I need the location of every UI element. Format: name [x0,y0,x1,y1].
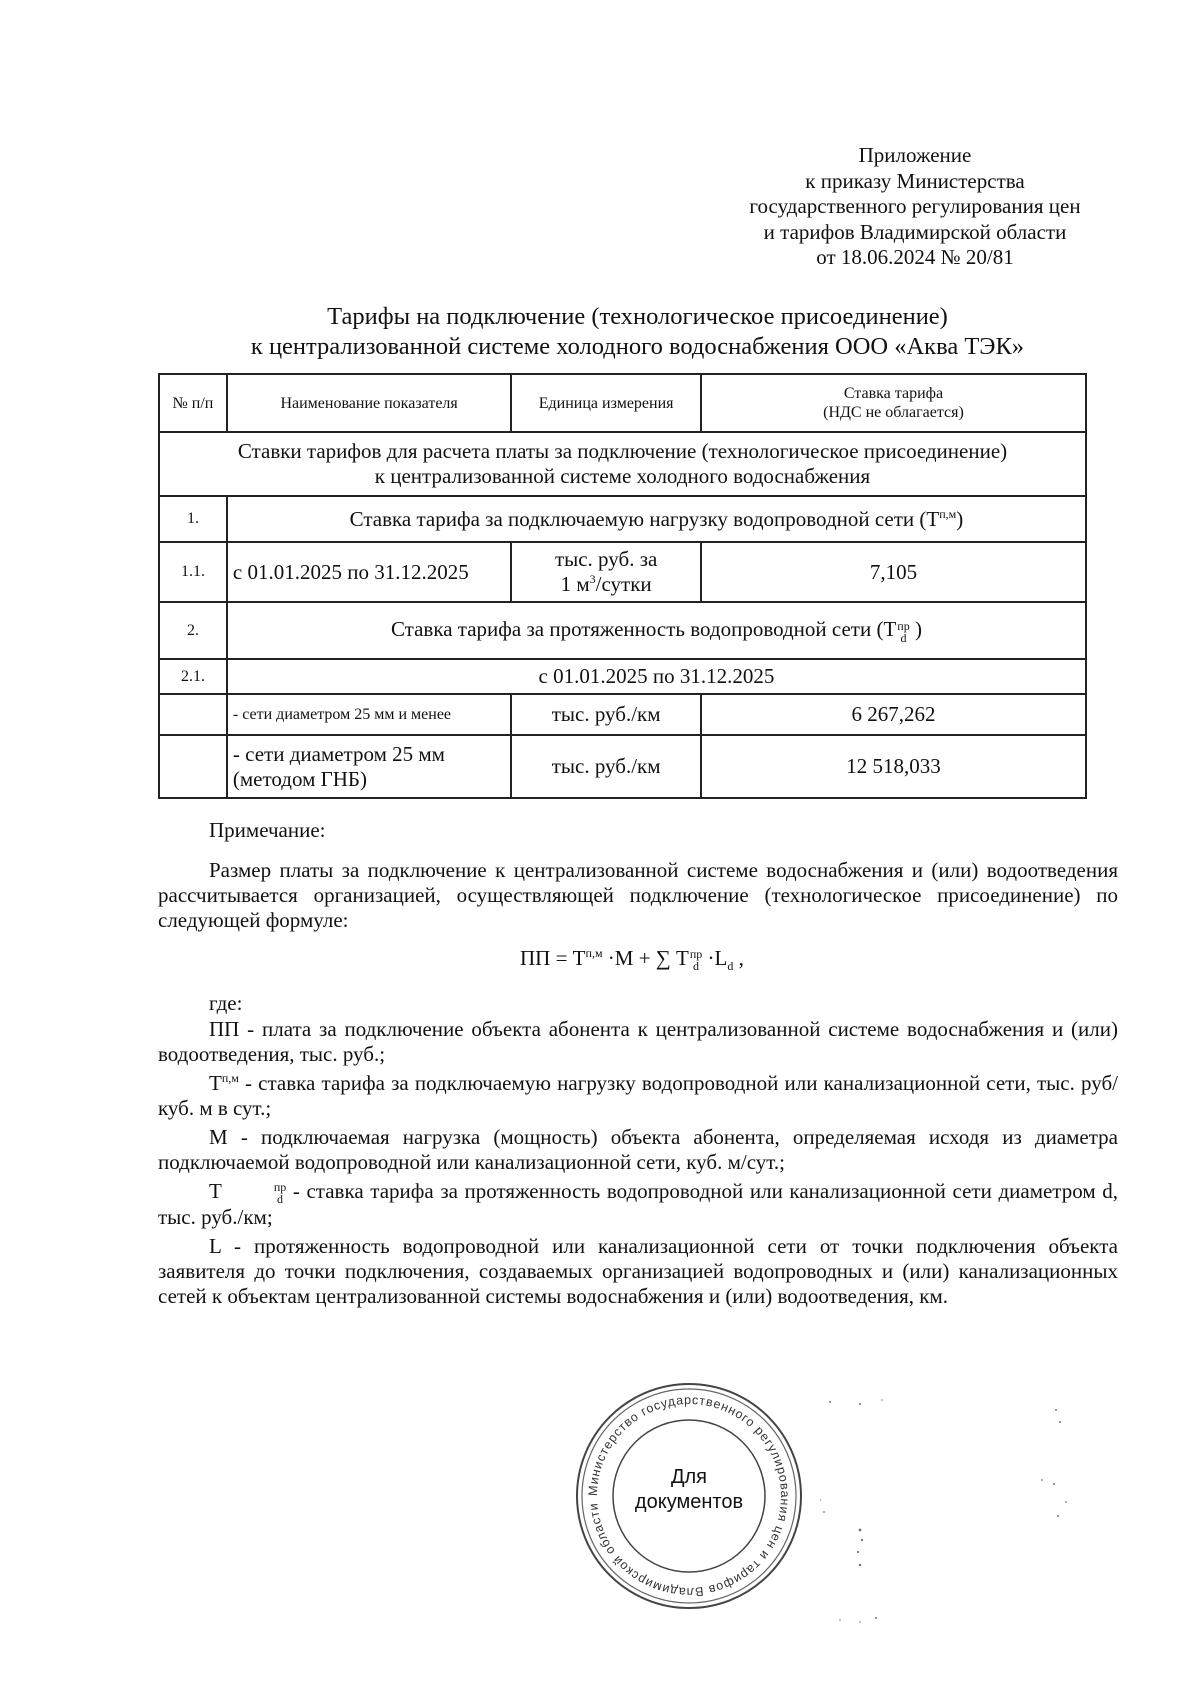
row-num: 2. [159,602,227,659]
note-paragraph: Размер платы за подключение к централизованной системе водоснабжения и (или) водоотведения рассчитывается организацией, осуществляющей подключение (технологическое присоединение) по следующей формуле: [158,858,1118,932]
header-rate-line1: Ставка тарифа [843,385,944,402]
row-value: 6 267,262 [701,694,1086,735]
document-title [0,302,1200,362]
table-header-row [159,374,1086,432]
appendix-header [700,143,1130,271]
row-value: 7,105 [701,542,1086,602]
subheader-line-2: к централизованной системе холодного водоснабжения [374,464,871,488]
formula: ПП = $Т^{п,м} \cdot M$ + ∑ Т пр d $\cdot L_d$ , [520,946,744,974]
row-num: 1.1. [159,542,227,602]
definition-t: $Т^{п,м}$ - ставка тарифа за подключаемую нагрузку водопроводной или канализационной сети, тыс. руб/куб. м в сут.; [158,1071,1118,1120]
appendix-line: Приложение [858,143,972,167]
table-row [159,694,1086,735]
definition-td: Т пр d - ставка тарифа за протяженность водопроводной или канализационной сети диаметром d, тыс. руб./км; [158,1179,1118,1230]
table-subheader-row [159,432,1086,496]
subheader-line-1: Ставки тарифов для расчета платы за подключение (технологическое присоединение) [237,439,1008,463]
table-row [159,542,1086,602]
header-num: № п/п [159,374,227,432]
table-row [159,602,1086,659]
stamp-ring-text: Министерство государственного регулирования цен и тарифов Владимирской области [585,1392,793,1600]
row-title: Ставка тарифа за протяженность водопроводной сети (Т пр d ) [227,602,1086,659]
table-row [159,735,1086,798]
row-name: - сети диаметром 25 мм и менее [227,694,511,735]
note-label: Примечание: [209,818,326,842]
appendix-line: и тарифов Владимирской области [763,219,1067,244]
row-title: Ставка тарифа за подключаемую нагрузку водопроводной сети $(Т^{п,м})$ [227,496,1086,542]
tariff-table [158,373,1087,799]
header-rate-line2: (НДС не облагается) [823,404,964,421]
table-row [159,496,1086,542]
header-unit: Единица измерения [511,374,701,432]
appendix-line: государственного регулирования цен [749,194,1081,218]
definitions [158,1017,1118,1313]
header-rate [701,374,1086,432]
row-num: 1. [159,496,227,542]
row-unit: тыс. руб. за 1 $м^3$/сутки [511,542,701,602]
row-period: с 01.01.2025 по 31.12.2025 [227,542,511,602]
row-unit: тыс. руб./км [511,694,701,735]
row-period: с 01.01.2025 по 31.12.2025 [227,659,1086,694]
header-name: Наименование показателя [227,374,511,432]
row-num: 2.1. [159,659,227,694]
stamp-center-text: Для документов [634,1466,744,1513]
scan-artifacts [820,1390,1120,1650]
appendix-line: к приказу Министерства [805,168,1025,193]
row-value: 12 518,033 [701,735,1086,798]
definition-pp: ПП - плата за подключение объекта абонента к централизованной системе водоснабжения и (или) водоотведения, тыс. руб.; [158,1017,1118,1066]
row-name: - сети диаметром 25 мм (методом ГНБ) [227,735,511,798]
table-row [159,659,1086,694]
definition-m: М - подключаемая нагрузка (мощность) объекта абонента, определяемая исходя из диаметра подключаемой водопроводной или канализационной сети, куб. м/сут.; [158,1125,1118,1174]
appendix-date-number: от 18.06.2024 № 20/81 [816,245,1014,269]
definition-l: L - протяженность водопроводной или канализационной сети от точки подключения объекта заявителя до точки подключения, создаваемых организацией водопроводных и (или) канализационных сетей к объектам централизованной системы водоснабжения и (или) водоотведения, км. [158,1234,1118,1309]
superscript: п,м [939,506,957,521]
title-line-1: Тарифы на подключение (технологическое присоединение) [327,303,948,330]
title-line-2: к централизованной системе холодного водоснабжения ООО «Аква ТЭК» [250,333,1025,360]
row-unit: тыс. руб./км [511,735,701,798]
where-label: где: [209,991,243,1015]
